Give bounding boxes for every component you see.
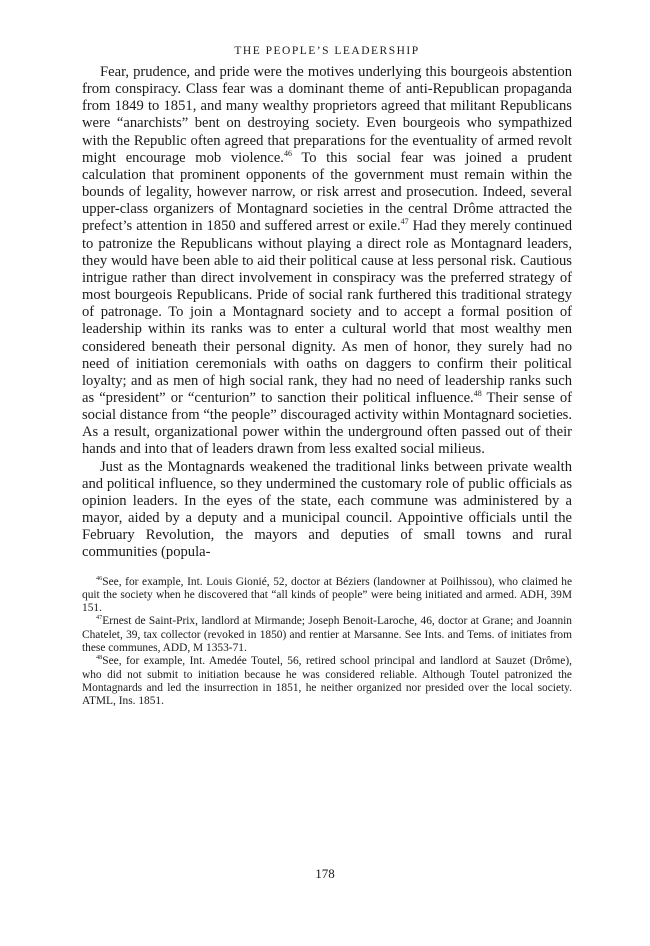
text-segment: Fear, prudence, and pride were the motives underlying this bourgeois abstention from conspiracy. Class fear was a dominant theme of anti-Republican propaganda from 1849 to 1851, and many wealthy proprietors agreed that militant Republicans were “anarchists” bent on destroying society. Even bourgeois who sympathized with the Republic often agreed that preparations for the eventuality of armed revolt might encourage mob violence. [82, 64, 572, 166]
footnote-text: See, for example, Int. Louis Gionié, 52, doctor at Béziers (landowner at Poilhissou), who claimed he quit the society when he discovered that “all kinds of people” were being initiated and armed. ADH, 39M 151. [82, 575, 572, 615]
footnote [82, 655, 572, 708]
paragraph [82, 459, 572, 562]
text-segment: Just as the Montagnards weakened the traditional links between private wealth and political influence, so they undermined the customary role of public officials as opinion leaders. In the eyes of the state, each commune was administered by a mayor, aided by a deputy and a municipal council. Appointive officials until the February Revolution, the mayors and deputies of small towns and rural communities (popula- [82, 458, 572, 561]
running-head: THE PEOPLE’S LEADERSHIP [234, 45, 420, 57]
paragraph [82, 64, 572, 459]
footnote [82, 576, 572, 616]
body-text [82, 64, 572, 562]
text-segment: Had they merely continued to patronize the Republicans without playing a direct role as Montagnard leaders, they would have been able to aid their political cause at less personal risk. Cautious intrigue rather than direct involvement in conspiracy was the preferred strategy of most bourgeois Republicans. Pride of social rank furthered this traditional strategy of patronage. To join a Montagnard society and to accept a formal position of leadership within its ranks was to enter a cultural world that most wealthy men considered beneath their personal dignity. As men of honor, they surely had no need of initiation ceremonials with oaths on daggers to confirm their political loyalty; and as men of high social rank, they had no need of leadership ranks such as “president” or “centurion” to sanction their political influence. [82, 218, 572, 406]
page-number: 178 [315, 866, 335, 881]
footnotes [82, 576, 572, 709]
footnote-number: 47 [96, 614, 103, 622]
footnote-ref: 46 [283, 148, 292, 158]
footnote-ref: 47 [400, 217, 409, 227]
footnote-text: See, for example, Int. Amedée Toutel, 56, retired school principal and landlord at Sauzet (Drôme), who did not submit to initiation because he was considered reliable. Although Toutel patronized the Montagnards and led the insurrection in 1851, he neither organized nor presided over the local society. ATML, Ins. 1851. [82, 655, 572, 708]
footnote-number: 48 [96, 654, 103, 662]
footnote-number: 46 [96, 574, 103, 582]
footnote-text: Ernest de Saint-Prix, landlord at Mirmande; Joseph Benoit-Laroche, 46, doctor at Grane; and Joannin Chatelet, 39, tax collector (revoked in 1850) and rentier at Marsanne. See Ints. and Tems. of initiates from these communes, ADD, M 1353-71. [82, 615, 572, 655]
footnote-ref: 48 [473, 389, 482, 399]
text-segment: To this social fear was joined a prudent calculation that prominent opponents of the government must remain within the bounds of legality, however narrow, or risk arrest and prosecution. Indeed, several upper-class organizers of Montagnard societies in the central Drôme attracted the prefect’s attention in 1850 and suffered arrest or exile. [82, 149, 573, 235]
text-segment: Their sense of social distance from “the people” discouraged activity within Montagnard societies. As a result, organizational power within the underground often passed out of their hands and into that of leaders drawn from less exalted social milieus. [82, 389, 572, 458]
footnote [82, 615, 572, 655]
